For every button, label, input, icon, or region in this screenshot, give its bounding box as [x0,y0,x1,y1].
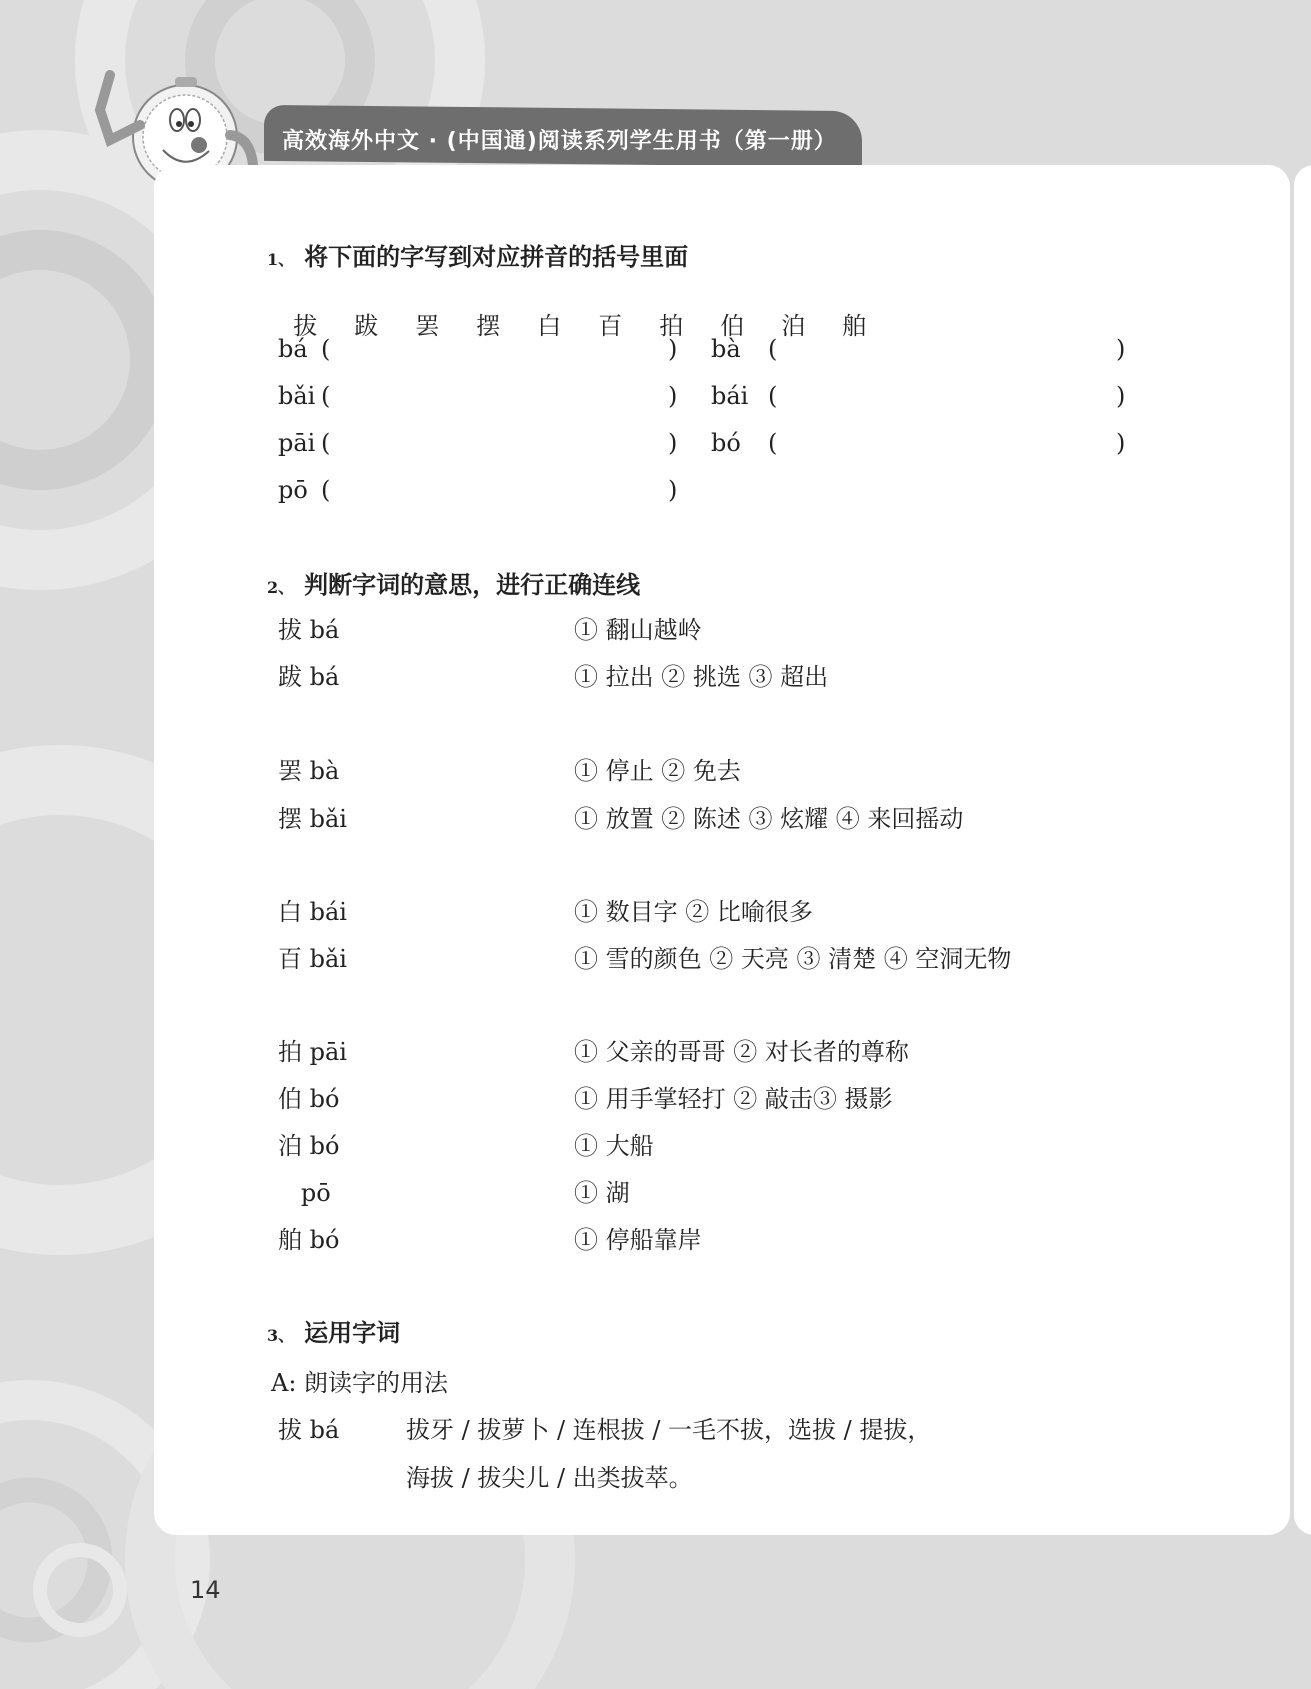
section-title: 运用字词 [304,1319,401,1347]
book-title: 高效海外中文 · (中国通)阅读系列学生用书（第一册） [282,129,837,154]
close-paren: ) [1116,335,1126,363]
meanings: ① 父亲的哥哥 ② 对长者的尊称 [574,1038,909,1066]
meanings: ① 数目字 ② 比喻很多 [574,898,813,926]
pinyin: pāi [278,429,316,457]
open-paren: ( [768,429,778,457]
open-paren: ( [321,476,331,504]
section-number: 3、 [267,1326,295,1345]
word: 罢 bà [278,757,340,785]
meanings: ① 放置 ② 陈述 ③ 炫耀 ④ 来回摇动 [574,805,964,833]
pinyin: pō [278,476,308,504]
page-number: 14 [190,1576,221,1604]
pinyin: bái [711,382,749,410]
meanings: ① 雪的颜色 ② 天亮 ③ 清楚 ④ 空洞无物 [574,945,1012,973]
section-number: 1、 [267,250,295,269]
character: 百 [598,312,623,340]
character-list [278,290,903,338]
character: 伯 [720,312,745,340]
section-3-heading [267,1321,400,1345]
meanings: ① 用手掌轻打 ② 敲击③ 摄影 [574,1085,893,1113]
pinyin: bǎi [278,382,316,410]
section-title: 判断字词的意思，进行正确连线 [304,571,641,599]
usage-word: 拔 bá [278,1416,340,1444]
word: 拍 pāi [278,1038,347,1066]
character: 拍 [659,312,684,340]
word: pō [278,1179,331,1207]
word: 伯 bó [278,1085,340,1113]
usage-line: 拔牙 / 拔萝卜 / 连根拔 / 一毛不拔，选拔 / 提拔， [406,1416,932,1444]
open-paren: ( [768,382,778,410]
character: 泊 [781,312,806,340]
next-page-edge [1294,165,1311,1535]
section-title: 将下面的字写到对应拼音的括号里面 [304,243,689,271]
open-paren: ( [321,382,331,410]
character: 拔 [293,312,318,340]
word: 白 bái [278,898,347,926]
character: 罢 [415,312,440,340]
meanings: ① 拉出 ② 挑选 ③ 超出 [574,663,829,691]
meanings: ① 大船 [574,1132,654,1160]
meanings: ① 翻山越岭 [574,616,702,644]
word: 舶 bó [278,1226,340,1254]
close-paren: ) [668,476,678,504]
subsection-title: A: 朗读字的用法 [271,1369,449,1397]
open-paren: ( [321,335,331,363]
character: 摆 [476,312,501,340]
usage-line: 海拔 / 拔尖儿 / 出类拔萃。 [406,1464,693,1492]
close-paren: ) [668,335,678,363]
word: 摆 bǎi [278,805,347,833]
pinyin: bá [278,335,308,363]
meanings: ① 停止 ② 免去 [574,757,741,785]
section-1-heading [267,245,688,269]
close-paren: ) [1116,429,1126,457]
character: 跋 [354,312,379,340]
close-paren: ) [668,382,678,410]
pinyin: bà [711,335,741,363]
character: 白 [537,312,562,340]
word: 跋 bá [278,663,340,691]
section-number: 2、 [267,578,295,597]
open-paren: ( [768,335,778,363]
word: 泊 bó [278,1132,340,1160]
pinyin: bó [711,429,741,457]
close-paren: ) [668,429,678,457]
character: 舶 [842,312,867,340]
section-2-heading [267,573,640,597]
open-paren: ( [321,429,331,457]
meanings: ① 停船靠岸 [574,1226,702,1254]
word: 百 bǎi [278,945,347,973]
meanings: ① 湖 [574,1179,630,1207]
word: 拔 bá [278,616,340,644]
close-paren: ) [1116,382,1126,410]
